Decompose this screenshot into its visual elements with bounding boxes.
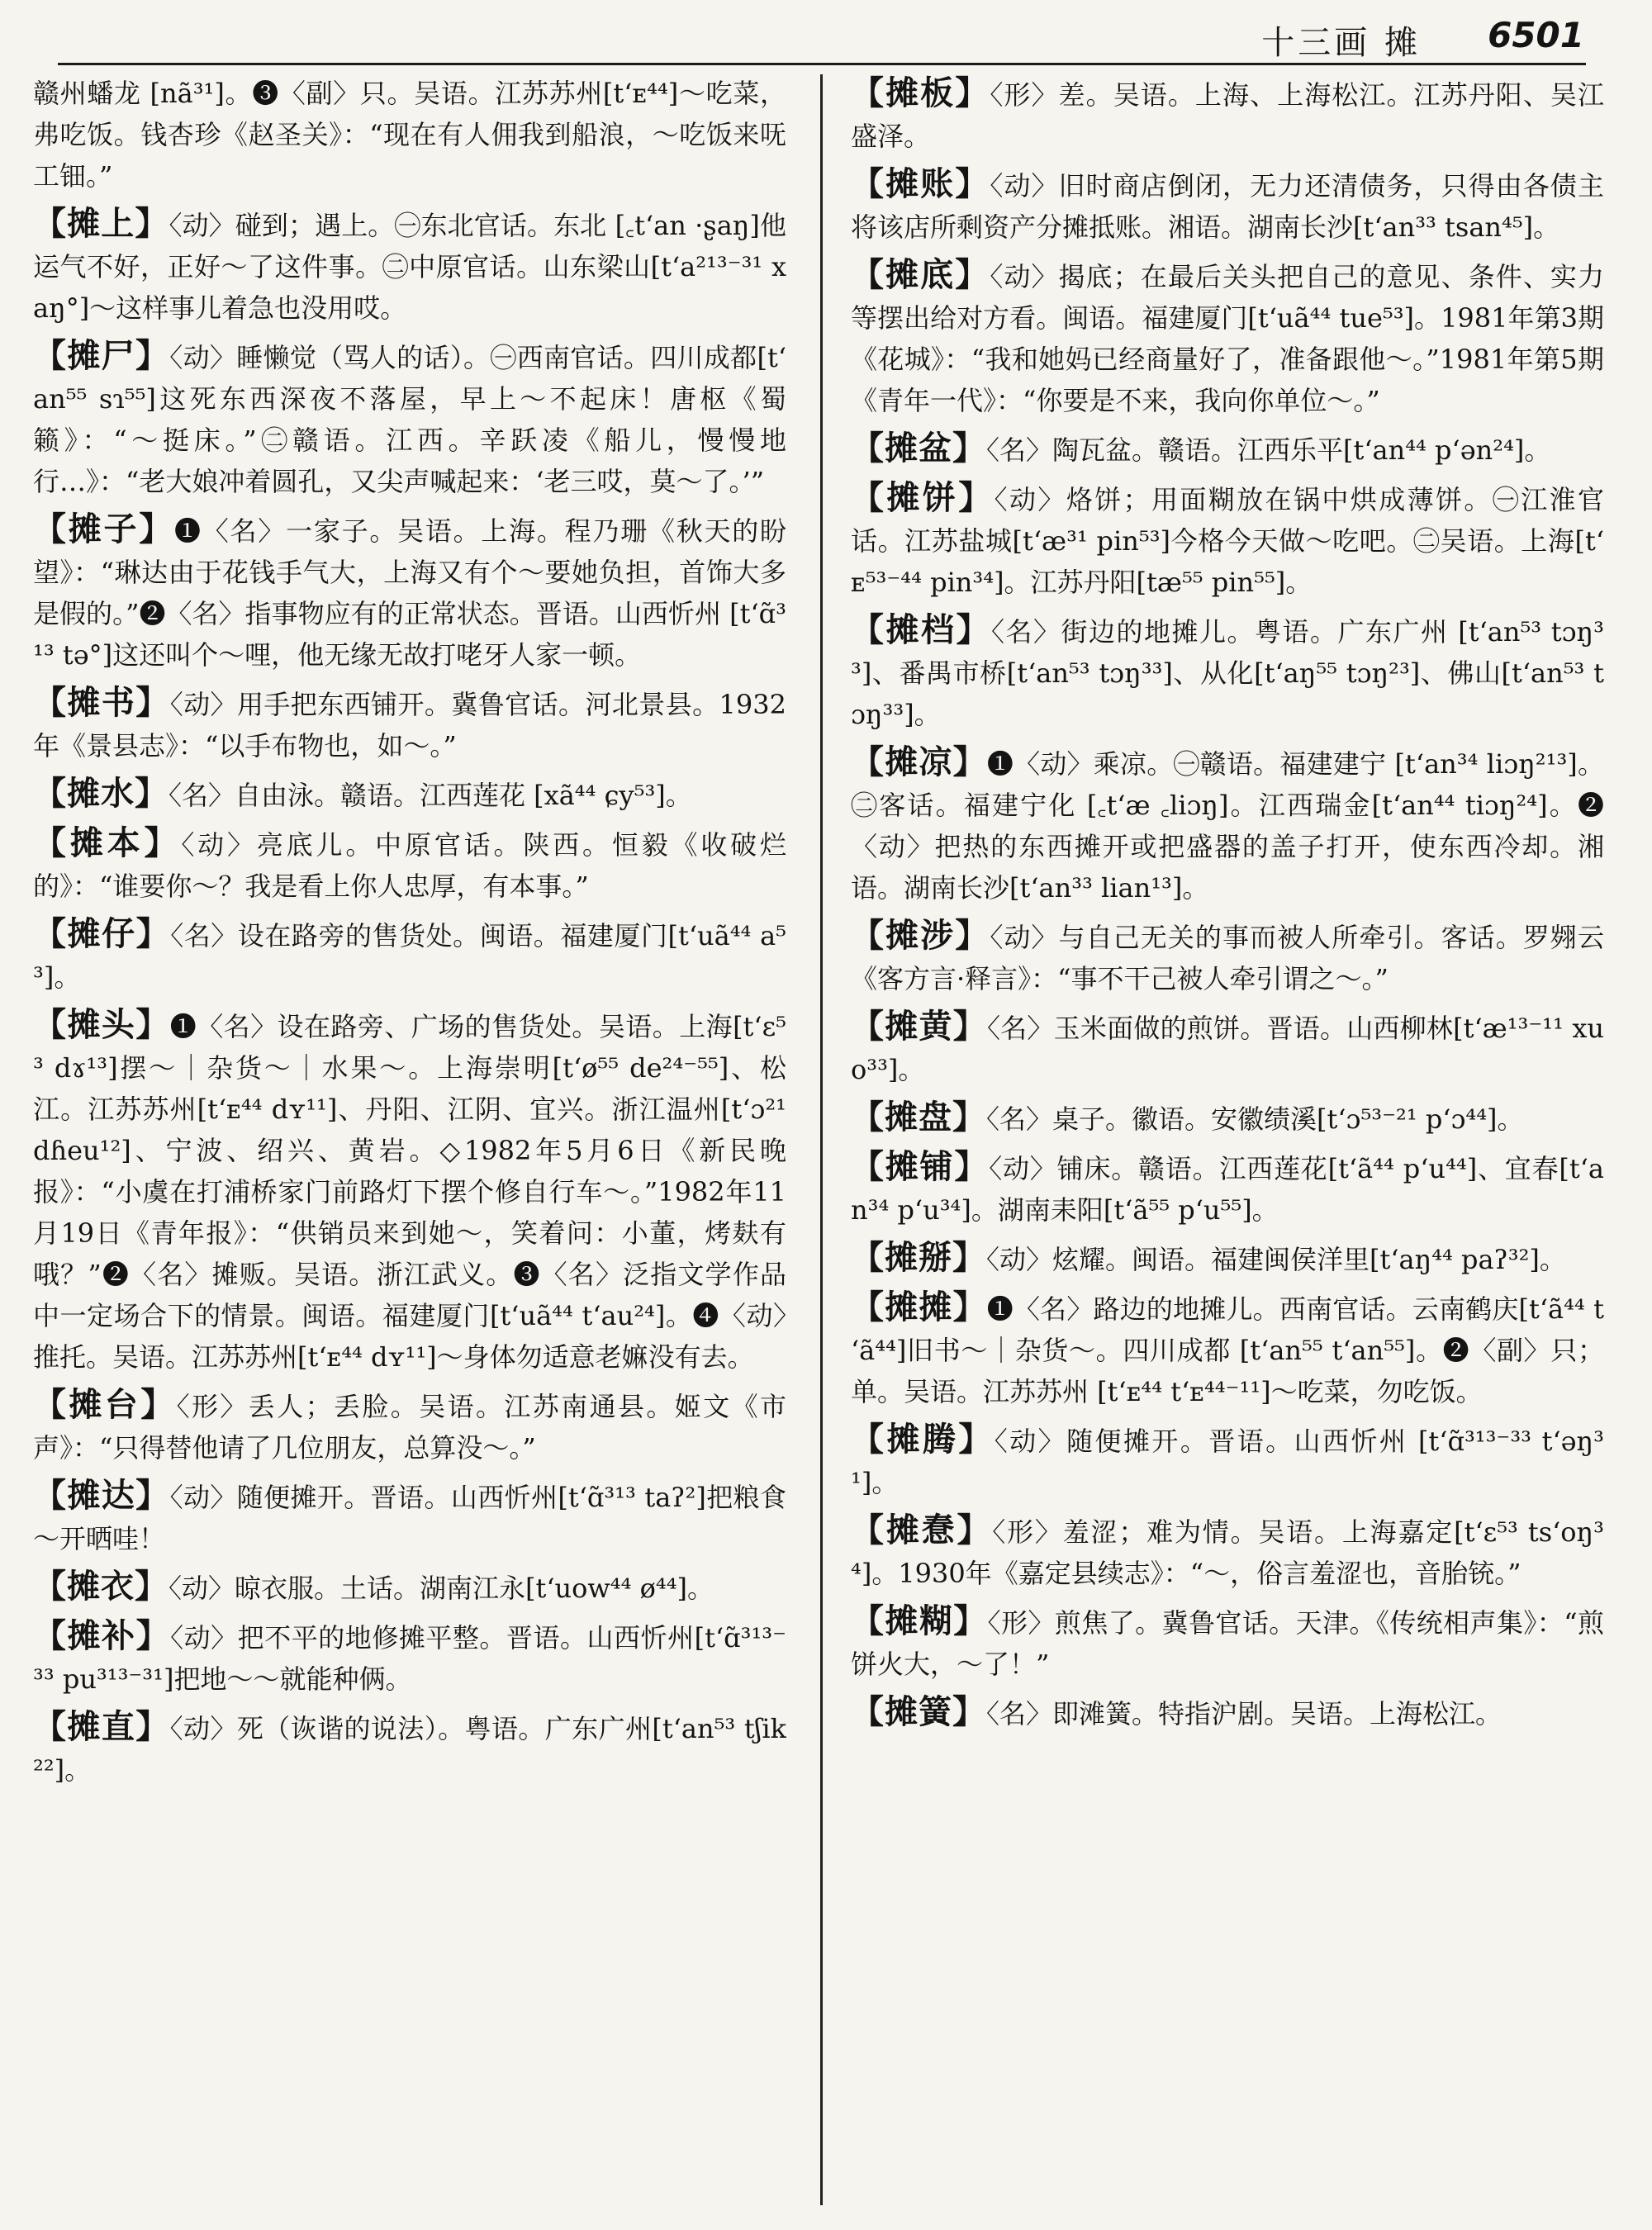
entry-definition: ❶〈名〉一家子。吴语。上海。程乃珊《秋天的盼望》：“琳达由于花钱手气大，上海又有个～要她负担，首饰大多是假的。”❷〈名〉指事物应有的正常状态。晋语。山西忻州 [tʻɑ̃³¹³ tə°]这还叫个～哩，他无缘无故打咾牙人家一顿。 bbox=[33, 515, 786, 671]
entry-definition: 〈动〉旧时商店倒闭，无力还清债务，只得由各债主将该店所剩资产分摊抵账。湘语。湖南长沙[tʻan³³ tsan⁴⁵]。 bbox=[851, 170, 1604, 243]
entry-headword: 【摊子】 bbox=[33, 510, 175, 548]
dictionary-entry bbox=[851, 254, 1604, 421]
dictionary-entry bbox=[33, 335, 786, 502]
entry-definition: ❶〈名〉路边的地摊儿。西南官话。云南鹤庆[tʻã⁴⁴ tʻã⁴⁴]旧书～｜杂货～。四川成都 [tʻan⁵⁵ tʻan⁵⁵]。❷〈副〉只；单。吴语。江苏苏州 [tʻᴇ⁴⁴ tʻᴇ⁴⁴⁻¹¹]～吃菜，勿吃饭。 bbox=[851, 1293, 1604, 1407]
dictionary-entry bbox=[33, 682, 786, 766]
dictionary-entry bbox=[33, 1566, 786, 1609]
entry-headword: 【摊台】 bbox=[33, 1385, 177, 1424]
entry-definition: 〈动〉揭底；在最后关头把自己的意见、条件、实力等摆出给对方看。闽语。福建厦门[tʻuã⁴⁴ tue⁵³]。1981年第3期《花城》：“我和她妈已经商量好了，准备跟他～。”1981年第5期《青年一代》：“你要是不来，我向你单位～。” bbox=[851, 261, 1604, 416]
entry-definition: 〈动〉随便摊开。晋语。山西忻州 [tʻɑ̃³¹³⁻³³ tʻəŋ³¹]。 bbox=[851, 1426, 1604, 1498]
entry-definition: 〈动〉与自己无关的事而被人所牵引。客话。罗翙云《客方言·释言》：“事不干己被人牵引谓之～。” bbox=[851, 922, 1604, 994]
dictionary-entry bbox=[33, 203, 786, 329]
entry-definition: 〈动〉晾衣服。土话。湖南江永[tʻuow⁴⁴ ø⁴⁴]。 bbox=[169, 1573, 714, 1604]
entry-headword: 【摊盆】 bbox=[851, 429, 986, 467]
entry-definition: 〈动〉把不平的地修摊平整。晋语。山西忻州[tʻɑ̃³¹³⁻³³ pu³¹³⁻³¹]把地～～就能种俩。 bbox=[33, 1622, 786, 1695]
entry-headword: 【摊仔】 bbox=[33, 914, 171, 953]
entry-definition: 〈动〉随便摊开。晋语。山西忻州[tʻɑ̃³¹³ taʔ²]把粮食～开晒哇！ bbox=[33, 1482, 786, 1554]
entry-definition: 〈形〉煎焦了。冀鲁官话。天津。《传统相声集》：“煎饼火大，～了！” bbox=[851, 1607, 1604, 1680]
dictionary-entry bbox=[851, 742, 1604, 909]
entry-definition: 〈名〉设在路旁的售货处。闽语。福建厦门[tʻuã⁴⁴ a⁵³]。 bbox=[33, 920, 786, 993]
page-header bbox=[58, 12, 1586, 65]
entry-headword: 【摊水】 bbox=[33, 774, 169, 813]
entry-headword: 【摊上】 bbox=[33, 204, 169, 243]
entry-headword: 【摊衣】 bbox=[33, 1567, 169, 1606]
dictionary-entry bbox=[851, 73, 1604, 157]
dictionary-entry bbox=[851, 1097, 1604, 1140]
dictionary-entry bbox=[33, 1384, 786, 1468]
dictionary-entry bbox=[851, 1691, 1604, 1734]
dictionary-entry bbox=[851, 915, 1604, 999]
dictionary-entry bbox=[33, 1475, 786, 1559]
dictionary-entry bbox=[851, 1287, 1604, 1412]
entry-definition: 〈名〉即滩簧。特指沪剧。吴语。上海松江。 bbox=[986, 1698, 1502, 1729]
dictionary-entry bbox=[851, 164, 1604, 248]
entry-definition: 〈名〉自由泳。赣语。江西莲花 [xã⁴⁴ ɕy⁵³]。 bbox=[169, 780, 692, 811]
page-number: 6501 bbox=[1488, 15, 1584, 55]
entry-headword: 【摊本】 bbox=[33, 823, 182, 862]
left-column bbox=[33, 73, 786, 2212]
dictionary-entry bbox=[33, 1706, 786, 1791]
entry-definition: 〈形〉丢人；丢脸。吴语。江苏南通县。姬文《市声》：“只得替他请了几位朋友，总算没～。” bbox=[33, 1391, 786, 1464]
dictionary-entry bbox=[851, 428, 1604, 471]
dictionary-entry bbox=[851, 1601, 1604, 1685]
entry-definition: 〈动〉用手把东西铺开。冀鲁官话。河北景县。1932年《景县志》：“以手布物也，如～。” bbox=[33, 689, 786, 762]
entry-headword: 【摊头】 bbox=[33, 1005, 170, 1044]
entry-headword: 【摊铺】 bbox=[851, 1147, 990, 1186]
dictionary-entry bbox=[33, 1616, 786, 1700]
entry-headword: 【摊腾】 bbox=[851, 1420, 995, 1459]
entry-headword: 【摊糊】 bbox=[851, 1601, 988, 1640]
entry-headword: 【摊书】 bbox=[33, 683, 170, 722]
dictionary-entry bbox=[851, 1146, 1604, 1231]
entry-definition: ❶〈名〉设在路旁、广场的售货处。吴语。上海[tʻɛ⁵³ dɤ¹³]摆～｜杂货～｜水果～。上海崇明[tʻø⁵⁵ de²⁴⁻⁵⁵]、松江。江苏苏州[tʻᴇ⁴⁴ dʏ¹¹]、丹阳、江阴、宜兴。浙江温州[tʻɔ²¹ dɦeu¹²]、宁波、绍兴、黄岩。◇1982年5月6日《新民晚报》：“小虞在打浦桥家门前路灯下摆个修自行车～。”1982年11月19日《青年报》：“供销员来到她～，笑着问：小董，烤麸有哦？”❷〈名〉摊贩。吴语。浙江武义。❸〈名〉泛指文学作品中一定场合下的情景。闽语。福建厦门[tʻuã⁴⁴ tʻau²⁴]。❹〈动〉推托。吴语。江苏苏州[tʻᴇ⁴⁴ dʏ¹¹]～身体勿适意老嫲没有去。 bbox=[33, 1011, 786, 1373]
column-divider bbox=[820, 74, 823, 2205]
dictionary-entry bbox=[851, 1006, 1604, 1090]
entry-headword: 【摊账】 bbox=[851, 164, 990, 203]
entry-headword: 【摊直】 bbox=[33, 1707, 170, 1746]
entry-definition: 〈名〉街边的地摊儿。粤语。广东广州 [tʻan⁵³ tɔŋ³³]、番禺市桥[tʻan⁵³ tɔŋ³³]、从化[tʻaŋ⁵⁵ tɔŋ²³]、佛山[tʻan⁵³ tɔŋ³³]。 bbox=[851, 616, 1604, 730]
entry-headword: 【摊补】 bbox=[33, 1616, 171, 1655]
entry-definition: 〈动〉烙饼；用面糊放在锅中烘成薄饼。㊀江淮官话。江苏盐城[tʻæ³¹ pin⁵³]今格今天做～吃吧。㊁吴语。上海[tʻᴇ⁵³⁻⁴⁴ pin³⁴]。江苏丹阳[tæ⁵⁵ pin⁵⁵]。 bbox=[851, 484, 1604, 598]
dictionary-entry bbox=[851, 477, 1604, 603]
entry-headword: 【摊板】 bbox=[851, 74, 990, 112]
entry-definition: 〈动〉死（诙谐的说法）。粤语。广东广州[tʻan⁵³ tʃik²²]。 bbox=[33, 1713, 786, 1786]
dictionary-entry bbox=[851, 1419, 1604, 1503]
entry-definition: 〈动〉碰到；遇上。㊀东北官话。东北 [꜀tʻan ·ʂaŋ]他运气不好，正好～了这件事。㊁中原官话。山东梁山[tʻa²¹³⁻³¹ xaŋ°]～这样事儿着急也没用哎。 bbox=[33, 210, 786, 324]
dictionary-entry bbox=[33, 1004, 786, 1378]
entry-definition: 〈形〉差。吴语。上海、上海松江。江苏丹阳、吴江盛泽。 bbox=[851, 79, 1604, 152]
entry-headword: 【摊达】 bbox=[33, 1476, 170, 1515]
entry-definition: 赣州蟠龙 [nã³¹]。❸〈副〉只。吴语。江苏苏州[tʻᴇ⁴⁴]～吃菜，弗吃饭。钱杏珍《赵圣关》：“现在有人佣我到船浪，～吃饭来呒工钿。” bbox=[33, 78, 786, 192]
entry-headword: 【摊档】 bbox=[851, 610, 992, 649]
entry-headword: 【摊盘】 bbox=[851, 1098, 986, 1136]
entry-headword: 【摊凉】 bbox=[851, 743, 987, 781]
entry-headword: 【摊尸】 bbox=[33, 336, 170, 375]
entry-headword: 【摊簧】 bbox=[851, 1692, 986, 1731]
entry-definition: 〈动〉睡懒觉（骂人的话）。㊀西南官话。四川成都[tʻan⁵⁵ sɿ⁵⁵]这死东西深夜不落屋，早上～不起床！唐枢《蜀籁》：“～挺床。”㊁赣语。江西。辛跃凌《船儿，慢慢地行…》：“老大娘冲着圆孔，又尖声喊起来：‘老三哎，莫～了。’” bbox=[33, 342, 786, 497]
entry-headword: 【摊黄】 bbox=[851, 1007, 987, 1046]
entry-definition: 〈形〉羞涩；难为情。吴语。上海嘉定[tʻɛ⁵³ tsʻoŋ³⁴]。1930年《嘉定县续志》：“～，俗言羞涩也，音胎铳。” bbox=[851, 1516, 1604, 1589]
entry-definition: 〈名〉陶瓦盆。赣语。江西乐平[tʻan⁴⁴ pʻən²⁴]。 bbox=[986, 434, 1551, 466]
dictionary-entry bbox=[33, 773, 786, 816]
entry-headword: 【摊饼】 bbox=[851, 478, 995, 517]
entry-definition: 〈动〉炫耀。闽语。福建闽侯洋里[tʻaŋ⁴⁴ paʔ³²]。 bbox=[986, 1244, 1566, 1275]
dictionary-entry bbox=[33, 823, 786, 907]
entry-headword: 【摊掰】 bbox=[851, 1238, 986, 1277]
entry-headword: 【摊底】 bbox=[851, 255, 990, 294]
dictionary-entry bbox=[851, 1510, 1604, 1594]
entry-headword: 【摊惷】 bbox=[851, 1511, 993, 1549]
entry-definition: 〈动〉铺床。赣语。江西莲花[tʻã⁴⁴ pʻu⁴⁴]、宜春[tʻan³⁴ pʻu³⁴]。湖南耒阳[tʻã⁵⁵ pʻu⁵⁵]。 bbox=[851, 1153, 1604, 1226]
entry-definition: 〈动〉亮底儿。中原官话。陕西。恒毅《收破烂的》：“谁要你～？我是看上你人忠厚，有本事。” bbox=[33, 829, 786, 902]
section-title: 十三画 摊 bbox=[1261, 24, 1421, 62]
dictionary-entry bbox=[33, 73, 786, 197]
dictionary-entry bbox=[33, 509, 786, 676]
right-column bbox=[851, 73, 1604, 2212]
entry-headword: 【摊涉】 bbox=[851, 916, 990, 955]
entry-definition: 〈名〉玉米面做的煎饼。晋语。山西柳林[tʻæ¹³⁻¹¹ xuo³³]。 bbox=[851, 1013, 1604, 1085]
entry-headword: 【摊摊】 bbox=[851, 1288, 987, 1326]
dictionary-entry bbox=[33, 913, 786, 998]
entry-definition: 〈名〉桌子。徽语。安徽绩溪[tʻɔ⁵³⁻²¹ pʻɔ⁴⁴]。 bbox=[986, 1103, 1524, 1135]
dictionary-entry bbox=[851, 610, 1604, 735]
entry-definition: ❶〈动〉乘凉。㊀赣语。福建建宁 [tʻan³⁴ liɔŋ²¹³]。㊁客话。福建宁化 [꜀tʻæ ꜀liɔŋ]。江西瑞金[tʻan⁴⁴ tiɔŋ²⁴]。❷〈动〉把热的东西摊开或把盛器的盖子打开，使东西冷却。湘语。湖南长沙[tʻan³³ lian¹³]。 bbox=[851, 748, 1604, 904]
dictionary-entry bbox=[851, 1237, 1604, 1280]
